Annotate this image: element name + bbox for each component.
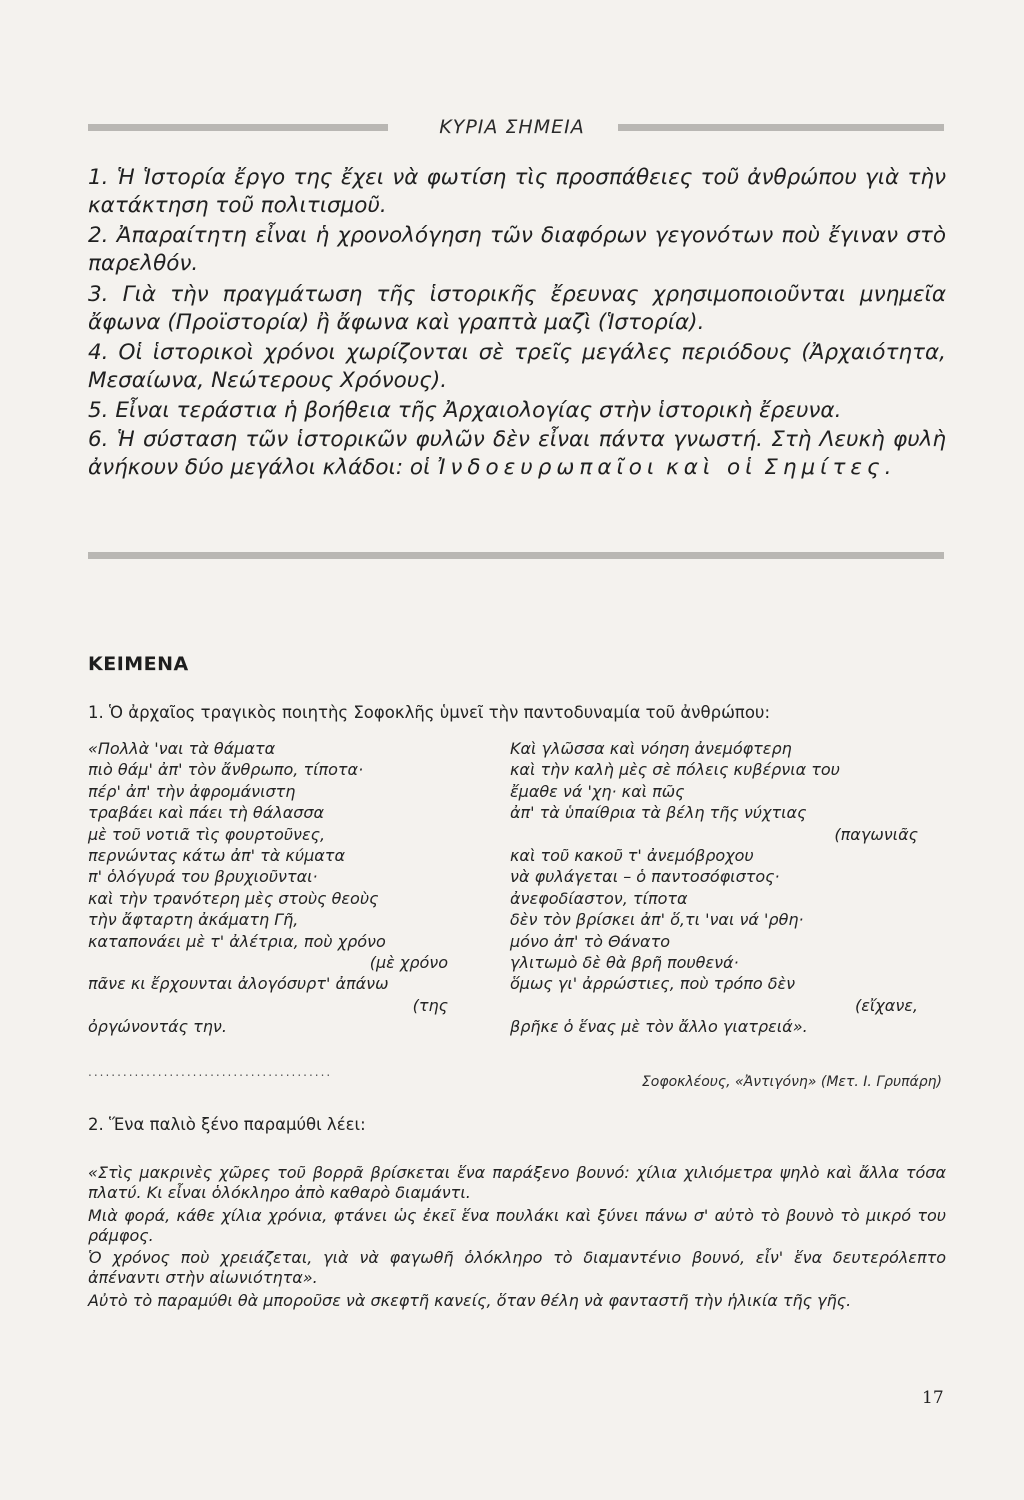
poem-left-column [88, 738, 448, 1037]
poem-line: μόνο ἀπ' τὸ Θάνατο [510, 931, 670, 951]
poem-credit: Σοφοκλέους, «Ἀντιγόνη» (Μετ. Ι. Γρυπάρη) [641, 1074, 942, 1090]
poem-line: «Πολλὰ 'ναι τὰ θάματα [88, 739, 276, 758]
poem-line-runover: (της [412, 995, 448, 1015]
section-divider [88, 552, 944, 559]
poem-line: μὲ τοῦ νοτιᾶ τὶς φουρτοῦνες, [88, 824, 326, 844]
section-heading-texts: ΚΕΙΜΕΝΑ [88, 653, 189, 675]
story-paragraph-1: «Στὶς μακρινὲς χῶρες τοῦ βορρᾶ βρίσκεται ἕνα παράξενο βουνό: χίλια χιλιόμετρα ψηλὸ καὶ ἄλλα τόσα πλατύ. Κι εἶναι ὁλόκληρο ἀπὸ καθαρὸ διαμάντι. [88, 1163, 946, 1202]
poem-line: γλιτωμὸ δὲ θὰ βρῆ πουθενά· [510, 952, 739, 972]
text-1-intro: 1. Ὁ ἀρχαῖος τραγικὸς ποιητὴς Σοφοκλῆς ὑμνεῖ τὴν παντοδυναμία τοῦ ἀνθρώπου: [88, 703, 771, 722]
poem-line: περνώντας κάτω ἀπ' τὰ κύματα [88, 845, 345, 865]
story-paragraph-3: Ὁ χρόνος ποὺ χρειάζεται, γιὰ νὰ φαγωθῆ ὁλόκληρο τὸ διαμαντένιο βουνό, εἶν' ἕνα δευτερόλεπτο ἀπέναντι στὴν αἰωνιότητα». [88, 1248, 946, 1287]
page-number: 17 [922, 1388, 944, 1408]
poem-line: βρῆκε ὁ ἕνας μὲ τὸν ἄλλο γιατρειά». [510, 1017, 808, 1037]
text-2-intro: 2. Ἕνα παλιὸ ξένο παραμύθι λέει: [88, 1115, 366, 1134]
key-point-6-and: καὶ οἱ [666, 455, 758, 480]
poem-line: καὶ τὴν καλὴ μὲς σὲ πόλεις κυβέρνια του [510, 760, 840, 780]
section-heading-key-points: ΚΥΡΙΑ ΣΗΜΕΙΑ [439, 116, 585, 138]
poem-right-column [510, 738, 918, 1037]
key-point-5: 5. Εἶναι τεράστια ἡ βοήθεια τῆς Ἀρχαιολογίας στὴν ἱστορικὴ ἔρευνα. [88, 398, 842, 423]
key-point-6-semites: Σημίτες. [764, 455, 897, 480]
poem-line: Καὶ γλῶσσα καὶ νόηση ἀνεμόφτερη [510, 739, 792, 758]
key-point-3: 3. Γιὰ τὴν πραγμάτωση τῆς ἱστορικῆς ἔρευνας χρησιμοποιοῦνται μνημεῖα ἄφωνα (Προϊστορία) ἢ ἄφωνα καὶ γραπτὰ μαζὶ (Ἱστορία). [88, 282, 946, 335]
key-point-6-text: 6. Ἡ σύσταση τῶν ἱστορικῶν φυλῶν δὲν εἶναι πάντα γνωστή. Στὴ Λευκὴ φυλὴ ἀνήκουν δύο μεγάλοι κλάδοι: οἱ [88, 427, 946, 480]
poem-line: πιὸ θάμ' ἀπ' τὸν ἄνθρωπο, τίποτα· [88, 760, 364, 780]
poem-line-runover: (παγωνιᾶς [834, 824, 918, 844]
poem-line: πέρ' ἀπ' τὴν ἀφρομάνιστη [88, 781, 296, 801]
poem-line: ἀνεφοδίαστον, τίποτα [510, 888, 688, 908]
poem-line: ὀργώνοντάς την. [88, 1017, 227, 1037]
story-paragraph-4: Αὐτὸ τὸ παραμύθι θὰ μποροῦσε νὰ σκεφτῆ κανείς, ὅταν θέλη νὰ φανταστῆ τὴν ἡλικία τῆς γῆς. [88, 1291, 852, 1310]
poem-line: πᾶνε κι ἔρχουνται ἀλογόσυρτ' ἀπάνω [88, 974, 389, 994]
poem-line: νὰ φυλάγεται – ὁ παντοσόφιστος· [510, 867, 780, 887]
story-paragraph-2: Μιὰ φορά, κάθε χίλια χρόνια, φτάνει ὡς ἐκεῖ ἕνα πουλάκι καὶ ξύνει πάνω σ' αὐτὸ τὸ βουνὸ τὸ μικρό του ράμφος. [88, 1206, 946, 1245]
heading-rule-right [618, 124, 944, 131]
key-point-2: 2. Ἀπαραίτητη εἶναι ἡ χρονολόγηση τῶν διαφόρων γεγονότων ποὺ ἔγιναν στὸ παρελθόν. [88, 223, 946, 276]
poem-line: τραβάει καὶ πάει τὴ θάλασσα [88, 803, 325, 823]
poem-line: ἀπ' τὰ ὑπαίθρια τὰ βέλη τῆς νύχτιας [510, 803, 807, 823]
poem-line: ἔμαθε νά 'χη· καὶ πῶς [510, 781, 685, 801]
poem-line-runover: (εἴχανε, [855, 995, 918, 1015]
key-point-4: 4. Οἱ ἱστορικοὶ χρόνοι χωρίζονται σὲ τρεῖς μεγάλες περιόδους (Ἀρχαιότητα, Μεσαίωνα, Νεώτερους Χρόνους). [88, 340, 946, 393]
poem-line: καὶ τοῦ κακοῦ τ' ἀνεμόβροχου [510, 845, 754, 865]
key-point-1: 1. Ἡ Ἱστορία ἔργο της ἔχει νὰ φωτίση τὶς προσπάθειες τοῦ ἀνθρώπου γιὰ τὴν κατάκτηση τοῦ πολιτισμοῦ. [88, 165, 946, 218]
key-point-6-indoeuropeans: Ἰνδοευρωπαῖοι [437, 455, 660, 480]
key-point-6 [88, 426, 946, 482]
poem-line: ὅμως γι' ἀρρώστιες, ποὺ τρόπο δὲν [510, 974, 796, 994]
poem-line: καὶ τὴν τρανότερη μὲς στοὺς θεοὺς [88, 888, 379, 908]
ellipsis-dots: .......................................... [88, 1065, 333, 1079]
poem-line-runover: (μὲ χρόνο [369, 952, 448, 972]
poem-line: τὴν ἄφταρτη ἀκάματη Γῆ, [88, 910, 299, 930]
poem-line: π' ὁλόγυρά του βρυχιοῦνται· [88, 867, 318, 887]
poem-line: δὲν τὸν βρίσκει ἀπ' ὅ,τι 'ναι νά 'ρθη· [510, 910, 804, 930]
poem-line: καταπονάει μὲ τ' ἀλέτρια, ποὺ χρόνο [88, 931, 386, 951]
